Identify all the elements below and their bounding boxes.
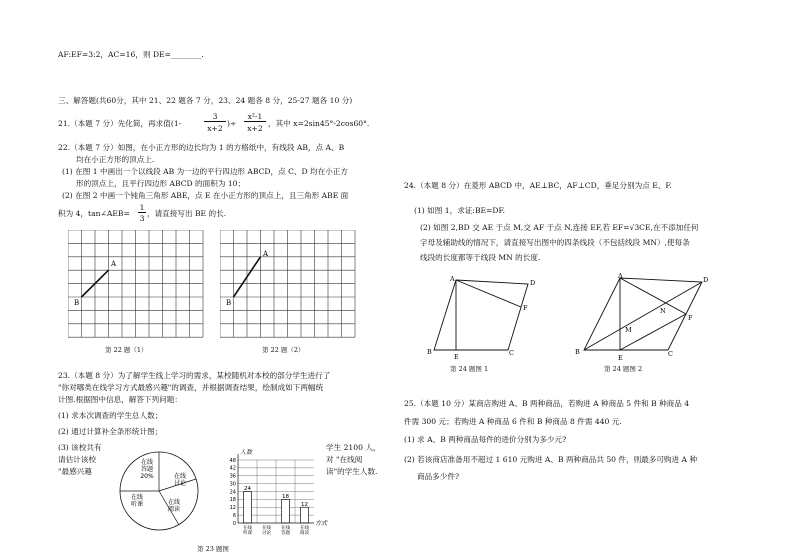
caption-fig24-1: 第 24 题图 1 [450, 365, 489, 373]
caption-fig22-1: 第 22 题（1） [105, 346, 148, 354]
fig1-label-a: A [450, 275, 455, 283]
bar-chart-y-tick-label: 36 [229, 473, 236, 480]
q21-text-b: )÷ [227, 119, 237, 128]
rhombus-figure-2 [572, 270, 712, 366]
bar-category-label: 阅读 [300, 531, 309, 536]
fig1-label-b: B [427, 348, 432, 356]
grid1-label-b: B [74, 299, 80, 307]
bar-chart-xlabel: 方式 [315, 520, 328, 527]
bar-data-label: 24 [244, 486, 251, 492]
pie-slice-1-l2: 答题 [140, 466, 154, 473]
bar-category-label: 在线 [262, 526, 271, 531]
fig2-label-m: M [625, 326, 632, 334]
q24-sub-1: (1) 如图 1，求证:BE=DF. [414, 206, 506, 215]
fig2-label-n: N [660, 307, 666, 315]
pie-slice-2-l1: 在线 [173, 473, 187, 480]
pie-slice-1-l1: 在线 [140, 459, 154, 466]
bar-data-label: 18 [282, 493, 289, 500]
q25-line-2: 件需 300 元；若购进 A 种商品 6 件和 B 种商品 8 件需 440 元. [404, 417, 622, 426]
pie-chart [118, 450, 200, 532]
fig2-label-c: C [668, 350, 673, 358]
grid1-label-a: A [111, 260, 117, 268]
bar-category-label: 在线 [281, 526, 290, 531]
fig1-label-d: D [530, 279, 536, 287]
q21-frac1-den: x+2 [207, 124, 223, 133]
q22-line-5: (2) 在图 2 中画一个钝角三角形 ABE，点 E 在小正方形的顶点上，且三角形 ABE 面 [62, 191, 349, 200]
q25-sub-2-l1: (2) 若该商店准备用不超过 1 610 元购进 A、B 两种商品共 50 件，则最多可购进 A 种 [404, 455, 698, 464]
q23-line-1: 23.（本题 8 分）为了解学生线上学习的需求，某校随机对本校的部分学生进行了 [58, 371, 331, 380]
q21-text-c: ，其中 x=2sin45°-2cos60°. [268, 119, 370, 128]
bar-data-label: 12 [301, 501, 308, 508]
rhombus-abcd-2 [584, 278, 702, 350]
bar-chart-y-tick-label: 42 [229, 465, 236, 472]
caption-fig24-2: 第 24 题图 2 [604, 365, 643, 373]
q23-sub-1: (1) 求本次调查的学生总人数； [58, 411, 163, 420]
q23-sub-2: (2) 通过计算补全条形统计图； [58, 427, 163, 436]
bar-chart-categories [243, 524, 309, 536]
bar-category-label: 讨论 [262, 531, 271, 536]
bar-chart-ylabel: 人数 [240, 449, 253, 456]
fig2-label-a: A [618, 272, 623, 280]
pie-slice-3-l2: 阅读 [167, 506, 181, 513]
fig2-label-e: E [618, 354, 623, 362]
altitude-af-1 [456, 280, 521, 307]
q25-sub-2-l2: 商品多少件? [417, 472, 460, 481]
grid2-label-b: B [226, 299, 232, 307]
q22-line-3: (1) 在图 1 中画出一个以线段 AB 为一边的平行四边形 ABCD，点 C、D 均在小正方 [62, 167, 348, 176]
grid-figure-2 [220, 230, 356, 338]
rhombus-figure-1 [420, 272, 540, 368]
bar-chart-y-tick-label: 12 [229, 505, 236, 512]
grid2-label-a: A [263, 250, 269, 258]
fig1-label-c: C [509, 349, 514, 357]
grid-lines-2 [220, 230, 355, 337]
bar-chart-y-tick-label: 30 [229, 481, 236, 488]
bar-chart-y-tick-label: 0 [232, 520, 236, 527]
caption-fig23: 第 23 题图 [197, 545, 229, 553]
q21-frac2-den: x+2 [247, 124, 263, 133]
fig2-label-d: D [703, 276, 709, 284]
q24-sub-2-l2: 字母及辅助线的情况下，请直接写出图中的四条线段（不包括线段 MN）,使每条 [420, 238, 690, 247]
caption-fig22-2: 第 22 题（2） [262, 346, 305, 354]
bar-1 [244, 492, 252, 524]
bar-chart-y-ticks [230, 458, 236, 527]
q25-sub-1: (1) 求 A、B 两种商品每件的进价分别为多少元? [404, 435, 567, 444]
bar-4 [301, 507, 309, 523]
q24-sub-2-l1: (2) 如图 2,BD 交 AE 于点 M,交 AF 于点 N,连接 EF,若 EF=√3CE,在不添加任何 [420, 223, 699, 232]
grid-figure-1 [68, 230, 204, 338]
q23-right-2: 对 "在线阅 [326, 455, 363, 464]
fig2-label-f: F [688, 314, 693, 322]
bar-chart [222, 448, 334, 538]
q22-line-6b: ，请直接写出 BE 的长. [147, 209, 227, 218]
fig1-label-e: E [454, 353, 459, 361]
q22-frac-num: 1 [139, 203, 145, 212]
pie-slice-2-l2: 讨论 [173, 480, 187, 487]
fig2-label-b: B [575, 348, 580, 356]
q25-line-1: 25.（本题 10 分）某商店购进 A、B 两种商品，若购进 A 种商品 5 件和 B 种商品 4 [404, 399, 690, 408]
fig1-label-f: F [523, 304, 528, 312]
altitude-af-2 [620, 278, 686, 314]
q23-line-2: "你对哪类在线学习方式最感兴趣"的调查，并根据调查结果，绘制成如下两幅统 [58, 383, 324, 392]
pie-slice-1-pct: 20% [140, 473, 154, 480]
bar-category-label: 听课 [243, 531, 252, 536]
pie-slice-4-l2: 听课 [130, 501, 144, 508]
q24-line-1: 24.（本题 8 分）在菱形 ABCD 中，AE⊥BC，AF⊥CD，垂足分别为点 E、F. [404, 181, 672, 190]
q23-sub-3-l3: "最感兴趣 [58, 467, 92, 476]
q22-line-1: 22.（本题 7 分）如图，在小正方形的边长均为 1 的方格纸中，有线段 AB，点 A、B [58, 143, 345, 152]
diagonal-bd-2 [584, 282, 702, 350]
q24-sub-2-l3: 线段的长度都等于线段 MN 的长度. [420, 253, 541, 262]
section-3-heading: 三、解答题(共60分，其中 21、22 题各 7 分，23、24 题各 8 分，25-27 题各 10 分) [58, 96, 353, 105]
q23-line-3: 计图.根据图中信息，解答下列问题： [58, 395, 182, 404]
bar-category-label: 在线 [243, 526, 252, 531]
pie-slice-3-l1: 在线 [167, 499, 181, 506]
bar-chart-y-tick-label: 6 [232, 512, 236, 519]
bar-category-label: 答题 [281, 531, 290, 536]
q23-right-1: 学生 2100 人， [326, 443, 381, 452]
q22-line-2: 均在小正方形的顶点上. [76, 155, 155, 164]
bar-chart-y-tick-label: 48 [229, 457, 236, 464]
q23-sub-3-l1: (3) 该校共有 [58, 443, 102, 452]
q22-frac-den: 3 [139, 214, 145, 223]
q22-line-6a: 积为 4，tan∠AEB= [58, 209, 130, 218]
q20-tail-line: AF:EF=3:2，AC=16，则 DE=________. [58, 50, 204, 59]
q23-right-3: 读"的学生人数. [326, 467, 378, 476]
bar-chart-y-tick-label: 18 [229, 497, 236, 504]
q21-frac1-num: 3 [204, 112, 226, 122]
grid-lines-1 [68, 230, 203, 337]
q23-sub-3-l2: 请估计该校 [58, 455, 96, 464]
bar-3 [282, 499, 290, 523]
q21-frac2-num: x²-1 [244, 112, 266, 122]
q21-text-a: 21.（本题 7 分）先化简，再求值(1- [58, 119, 182, 128]
bar-chart-y-tick-label: 24 [229, 489, 236, 496]
bar-category-label: 在线 [300, 526, 309, 531]
q22-line-4: 形的顶点上，且平行四边形 ABCD 的面积为 10； [76, 179, 246, 188]
pie-slice-4-l1: 在线 [130, 494, 144, 501]
